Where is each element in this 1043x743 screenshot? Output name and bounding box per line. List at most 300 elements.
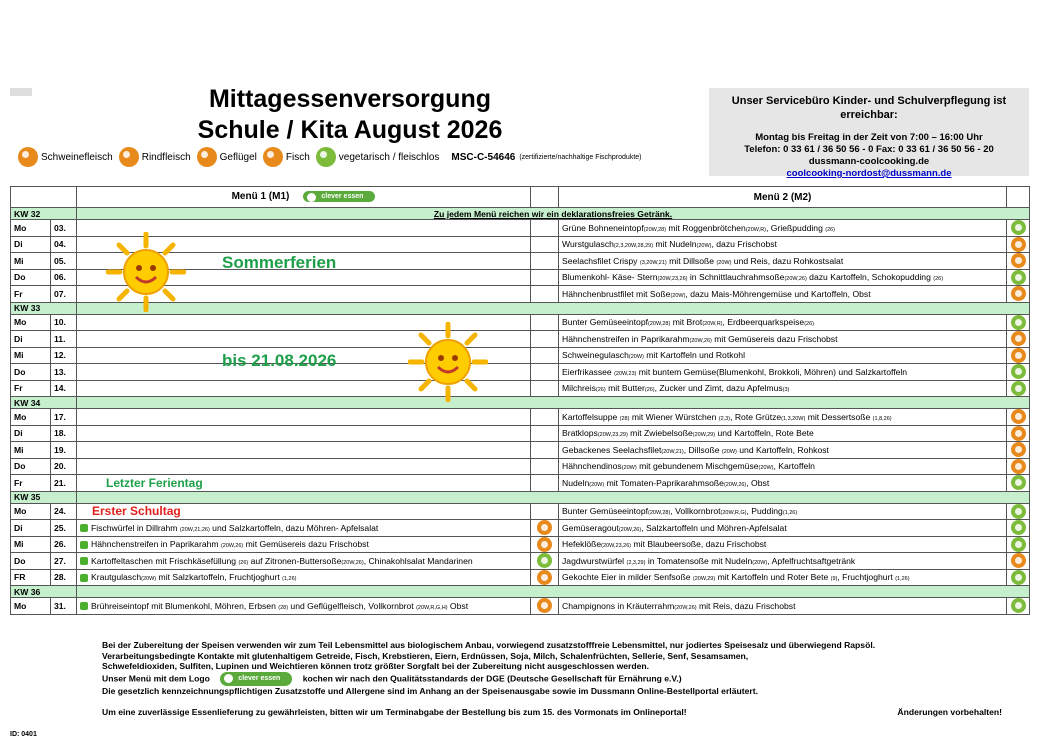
menu2-cell [559, 314, 1007, 331]
text: mit Roggenbrötchen [666, 222, 746, 233]
menu1-icon-cell [531, 331, 559, 348]
text: , Zucker und Zimt, dazu Apfelmus [654, 383, 783, 394]
text: (20W,23,29) [597, 432, 628, 439]
letzter-ferientag: Letzter Ferientag [106, 475, 203, 490]
menu2-icon-cell [1007, 598, 1030, 615]
menu2-cell [559, 536, 1007, 553]
text: Schweinegulasch [562, 350, 629, 361]
day-cell: Mo [11, 503, 51, 520]
text: in Schnittlauchrahmsoße [687, 272, 785, 283]
text: , Grießpudding [766, 222, 826, 233]
menu2-icon-cell [1007, 236, 1030, 253]
text: (20W,23,26) [657, 276, 688, 283]
menu2-cell [559, 236, 1007, 253]
menu2-icon-cell [1007, 553, 1030, 570]
text: (20W,28) [643, 226, 667, 233]
service-hours: Montag bis Freitag in der Zeit von 7:00 – 16:00 Uhr [755, 132, 983, 143]
table-row [11, 503, 1030, 520]
table-row [11, 553, 1030, 570]
text: Kartoffeltaschen mit Frischkäsefüllung [91, 555, 239, 566]
text: Bunter Gemüseeintopf [562, 506, 648, 517]
text: (20W) [141, 576, 157, 583]
text: mit buntem Gemüse(Blumenkohl, Brokkoli, Möhren) und Salzkartoffeln [636, 366, 908, 377]
vegetarian-icon [1011, 537, 1026, 552]
meat-icon [537, 537, 552, 552]
text: , Salzkartoffeln und Möhren-Apfelsalat [641, 522, 787, 533]
text: (26) [595, 387, 606, 394]
ferien-end-label: bis 21.08.2026 [222, 351, 337, 370]
thumbs-up-icon [80, 602, 88, 610]
vegetarian-icon [1011, 520, 1026, 535]
service-phone: Telefon: 0 33 61 / 36 50 56 - 0 Fax: 0 33 61 / 36 50 56 - 20 [744, 144, 994, 155]
day-cell: Mi [11, 536, 51, 553]
menu2-cell [559, 347, 1007, 364]
text: (20W,R,G,H) [416, 604, 448, 611]
date-cell: 31. [51, 598, 77, 615]
poultry-icon [197, 147, 217, 167]
text: (2,3) [718, 415, 731, 422]
grey-tab [10, 88, 32, 96]
date-cell: 03. [51, 220, 77, 237]
footer [102, 640, 1002, 718]
text: , Erdbeerquarkspeise [722, 317, 805, 328]
text: dazu Kartoffeln, Schokopudding [806, 272, 934, 283]
text: Bratklops [562, 428, 598, 439]
menu2-cell [559, 503, 1007, 520]
text: (9) [830, 576, 838, 583]
menu1-cell [77, 475, 531, 492]
vegetarian-icon [1011, 504, 1026, 519]
footer-line: Um eine zuverlässige Essenlieferung zu gewährleisten, bitten wir um Terminabgabe der Bestellung bis zum 15. des Vormonats im Onlineportal! Änderungen vorbehalten! [102, 706, 1002, 717]
text: Seelachsfilet Crispy [562, 255, 640, 266]
meat-icon [1011, 553, 1026, 568]
menu2-cell [559, 220, 1007, 237]
menu2-cell [559, 269, 1007, 286]
text: , Obst [746, 477, 770, 488]
menu2-icon-cell [1007, 520, 1030, 537]
menu1-icon-cell [531, 503, 559, 520]
menu2-header [559, 187, 1007, 208]
menu2-icon-cell [1007, 409, 1030, 426]
text: auf Zitronen-Buttersoße [248, 555, 342, 566]
kw-label: KW 32 [11, 208, 77, 220]
text: Bunter Gemüseeintopf [562, 317, 648, 328]
text: mit Zwiebelsoße [627, 428, 693, 439]
text: , Rote Grütze [730, 411, 782, 422]
table-row [11, 569, 1030, 586]
meat-icon [537, 570, 552, 585]
day-cell: Do [11, 269, 51, 286]
menu1-cell [77, 598, 531, 615]
thumbs-up-icon [80, 524, 88, 532]
kw-label: KW 34 [11, 397, 77, 409]
date-cell: 24. [51, 503, 77, 520]
menu1-cell [77, 520, 531, 537]
text: , Fruchtjoghurt [837, 572, 896, 583]
text: und Kartoffeln, Rohkost [736, 444, 829, 455]
menu2-icon-cell [1007, 364, 1030, 381]
erster-schultag: Erster Schultag [92, 504, 181, 519]
menu1-icon-cell [531, 236, 559, 253]
day-cell: Mo [11, 598, 51, 615]
text: (20W,26) [220, 543, 244, 550]
text: Grüne Bohneneintopf [562, 222, 644, 233]
vegetarian-icon [1011, 364, 1026, 379]
text: (26) [825, 226, 836, 233]
text: mit Nudeln [653, 239, 697, 250]
text: mit Tomaten-Paprikarahmsoße [604, 477, 724, 488]
day-cell: Di [11, 520, 51, 537]
menu1-cell [77, 553, 531, 570]
text: mit gebundenem Mischgemüse [636, 461, 759, 472]
date-cell: 20. [51, 458, 77, 475]
menu1-header [77, 187, 531, 208]
table-row [11, 520, 1030, 537]
menu1-cell [77, 458, 531, 475]
msc-note: (zertifizierte/nachhaltige Fischprodukte) [519, 153, 642, 161]
day-cell: Di [11, 425, 51, 442]
menu2-icon-cell [1007, 347, 1030, 364]
clever-essen-logo: clever essen [220, 672, 292, 687]
vegetarian-icon [1011, 220, 1026, 235]
kw-note [77, 586, 1030, 598]
service-heading: Unser Servicebüro Kinder- und Schulverpflegung ist erreichbar: [731, 95, 1007, 121]
text: (20W) [716, 259, 732, 266]
day-cell: Do [11, 458, 51, 475]
text: (20W,26) [723, 481, 747, 488]
menu2-icon-cell [1007, 503, 1030, 520]
day-cell: Mo [11, 409, 51, 426]
text: und Reis, dazu Rohkostsalat [731, 255, 844, 266]
menu2-icon-cell [1007, 286, 1030, 303]
date-cell: 06. [51, 269, 77, 286]
text: (3,20W,21) [639, 259, 667, 266]
menu2-cell [559, 425, 1007, 442]
text: (1,3,20W) [781, 415, 806, 422]
text: (28) [278, 604, 289, 611]
footer-line: Bei der Zubereitung der Speisen verwenden wir zum Teil Lebensmittel aus biologischem Anbau, vorwiegend zusatzstofffreie Lebensmittel, nur jodiertes Speisesalz und überwiegend Rapsöl. [102, 640, 876, 650]
menu2-cell [559, 442, 1007, 459]
day-cell: Mi [11, 253, 51, 270]
menu2-cell [559, 458, 1007, 475]
menu2-icon-cell [1007, 425, 1030, 442]
meat-icon [1011, 286, 1026, 301]
text: (1,8,26) [872, 415, 892, 422]
text: Gebackenes Seelachsfilet [562, 444, 662, 455]
menu2-cell [559, 409, 1007, 426]
table-row [11, 598, 1030, 615]
text: (20W,23) [614, 370, 637, 377]
vegetarian-icon [537, 553, 552, 568]
text: Wurstgulasch [562, 239, 614, 250]
text: (3) [782, 387, 790, 394]
thumbs-up-icon [80, 574, 88, 582]
text: Champignons in Kräuterrahm [562, 600, 675, 611]
text: (1,26) [782, 510, 798, 517]
text: (20W) [628, 354, 644, 361]
menu2-icon-cell [1007, 536, 1030, 553]
date-cell: 25. [51, 520, 77, 537]
text: (20W,R) [745, 226, 766, 233]
header-icon2 [1007, 187, 1030, 208]
menu1-icon-cell [531, 442, 559, 459]
menu1-icon-cell [531, 253, 559, 270]
text: Eierfrikassee [562, 366, 615, 377]
menu2-cell [559, 553, 1007, 570]
menu2-icon-cell [1007, 253, 1030, 270]
sun-icon [408, 322, 488, 402]
text: , Pudding [746, 506, 783, 517]
footer-line: Verarbeitungsbedingte Kontakte mit glutenhaltigem Getreide, Fisch, Krebstieren, Eiern, Erdnüssen, Soja, Milch, Schalenfrüchten, Sellerie, Senf, Sesamsamen, [102, 650, 749, 661]
text: mit Reis, dazu Frischobst [696, 600, 796, 611]
vegetarian-icon [1011, 570, 1026, 585]
menu2-cell [559, 331, 1007, 348]
thumbs-up-icon [80, 541, 88, 549]
legend-beef: Rindfleisch [119, 147, 191, 167]
text: (26) [933, 276, 944, 283]
menu1-icon-cell [531, 347, 559, 364]
day-cell: Fr [11, 286, 51, 303]
text: Hähnchenbrustfilet mit Soße [562, 288, 671, 299]
service-web: dussmann-coolcooking.de [808, 156, 930, 167]
table-row [11, 314, 1030, 331]
document-id: ID: 0401 [10, 731, 37, 738]
date-cell: 27. [51, 553, 77, 570]
meat-icon [1011, 442, 1026, 457]
menu1-cell [77, 409, 531, 426]
menu1-icon-cell [531, 269, 559, 286]
text: Hähnchenstreifen in Paprikarahm [91, 539, 221, 550]
kw-note [77, 397, 1030, 409]
text: Brühreiseintopf mit Blumenkohl, Möhren, Erbsen [91, 600, 279, 611]
text: (20W,R) [702, 321, 723, 328]
header-icon1 [531, 187, 559, 208]
table-row [11, 331, 1030, 348]
text: , Kartoffeln [773, 461, 815, 472]
menu2-icon-cell [1007, 269, 1030, 286]
day-cell: Di [11, 331, 51, 348]
text: (20W,R,G) [720, 510, 747, 517]
meat-icon [1011, 426, 1026, 441]
text: (20W) [670, 292, 686, 299]
table-row [11, 380, 1030, 397]
text: , Vollkornbrot [670, 506, 721, 517]
meat-icon [1011, 459, 1026, 474]
date-cell: 28. [51, 569, 77, 586]
menu1-icon-cell [531, 220, 559, 237]
text: , dazu Mais-Möhrengemüse und Kartoffeln, Obst [685, 288, 871, 299]
text: Hähnchenstreifen in Paprikarahm [562, 333, 690, 344]
kw-label: KW 35 [11, 491, 77, 503]
menu1-icon-cell [531, 536, 559, 553]
text: (2,3,29) [626, 559, 646, 566]
footer-line: Die gesetzlich kennzeichnungspflichtigen Zusatzstoffe und Allergene sind im Anhang an der Speisenausgabe sowie im Dussmann Online-Bestellportal erläutert. [102, 686, 758, 697]
clever-essen-logo: clever essen [303, 191, 375, 202]
text: (20W) [752, 559, 768, 566]
text: Blumenkohl- Käse- Stern [562, 272, 658, 283]
text: Gekochte Eier in milder Senfsoße [562, 572, 693, 583]
text: (1,26) [282, 576, 297, 583]
menu2-icon-cell [1007, 220, 1030, 237]
menu2-icon-cell [1007, 569, 1030, 586]
date-cell: 10. [51, 314, 77, 331]
text: Fischwürfel in Dillrahm [91, 522, 180, 533]
text: (20W,26) [674, 604, 697, 611]
text: (20W,29) [692, 432, 716, 439]
date-cell: 17. [51, 409, 77, 426]
text: Nudeln [562, 477, 590, 488]
text: Hefeklöße [562, 539, 602, 550]
text: und Salzkartoffeln, dazu Möhren- Apfelsalat [209, 522, 379, 533]
vegetarian-icon [316, 147, 336, 167]
date-cell: 18. [51, 425, 77, 442]
kw-row [11, 397, 1030, 409]
menu2-cell [559, 253, 1007, 270]
table-row [11, 458, 1030, 475]
menu1-cell [77, 536, 531, 553]
day-cell: Do [11, 364, 51, 381]
sommerferien-label: Sommerferien [222, 253, 337, 272]
day-cell: Di [11, 236, 51, 253]
menu1-icon-cell [531, 425, 559, 442]
kw-row [11, 208, 1030, 220]
text: , Dillsoße [683, 444, 722, 455]
kw-note: Zu jedem Menü reichen wir ein deklarationsfreies Getränk. [77, 208, 1030, 220]
menu2-cell [559, 598, 1007, 615]
menu2-icon-cell [1007, 458, 1030, 475]
legend-poultry: Geflügel [197, 147, 257, 167]
service-email[interactable]: coolcooking-nordost@dussmann.de [786, 168, 952, 179]
menu1-cell [77, 442, 531, 459]
text: Menü 2 (M2) [753, 191, 812, 203]
page-title-line1: Mittagessenversorgung [208, 85, 491, 113]
text: Milchreis [562, 383, 596, 394]
text: (20W) [721, 448, 737, 455]
text: Krautgulasch [91, 572, 142, 583]
date-cell: 14. [51, 380, 77, 397]
date-cell: 11. [51, 331, 77, 348]
date-cell: 19. [51, 442, 77, 459]
text: (28) [619, 415, 630, 422]
menu1-icon-cell [531, 364, 559, 381]
meat-icon [1011, 348, 1026, 363]
vegetarian-icon [1011, 598, 1026, 613]
table-row [11, 409, 1030, 426]
text: mit Wiener Würstchen [629, 411, 719, 422]
beef-icon [119, 147, 139, 167]
text: mit Brot [670, 317, 703, 328]
menu1-icon-cell [531, 314, 559, 331]
text: (20W,26) [784, 276, 807, 283]
date-cell: 07. [51, 286, 77, 303]
text: mit Gemüsereis dazu Frischobst [243, 539, 369, 550]
menu2-cell [559, 364, 1007, 381]
text: (2,3,20W,28,29) [613, 243, 654, 250]
table-row [11, 425, 1030, 442]
text: (20W,23,26) [601, 543, 632, 550]
menu2-cell [559, 569, 1007, 586]
vegetarian-icon [1011, 270, 1026, 285]
menu1-cell [77, 569, 531, 586]
menu1-icon-cell [531, 380, 559, 397]
text: in Tomatensoße mit Nudeln [645, 555, 753, 566]
kw-row [11, 491, 1030, 503]
text: Menü 1 (M1) [231, 191, 290, 203]
menu2-icon-cell [1007, 475, 1030, 492]
text: und Geflügelfleisch, Vollkornbrot [288, 600, 417, 611]
menu1-icon-cell [531, 598, 559, 615]
text: (20W) [621, 465, 637, 472]
date-cell: 05. [51, 253, 77, 270]
sun-icon [106, 232, 186, 312]
day-cell: Mo [11, 220, 51, 237]
text: (26) [644, 387, 655, 394]
date-cell: 12. [51, 347, 77, 364]
fish-icon [263, 147, 283, 167]
date-cell: 26. [51, 536, 77, 553]
vegetarian-icon [1011, 475, 1026, 490]
text: , dazu Frischobst [711, 239, 777, 250]
footer-line: Schwefeldioxiden, Sulfiten, Lupinen und Weichtieren können trotz größter Sorgfalt bei der Zubereitung nicht ausgeschlossen werden. [102, 661, 650, 672]
meat-icon [537, 520, 552, 535]
text: mit Dessertsoße [805, 411, 873, 422]
day-cell: Mi [11, 347, 51, 364]
legend [18, 146, 708, 168]
legend-fish: Fisch [263, 147, 310, 167]
table-row [11, 442, 1030, 459]
day-cell: Mi [11, 442, 51, 459]
day-cell: Mo [11, 314, 51, 331]
table-row [11, 347, 1030, 364]
table-row [11, 475, 1030, 492]
meat-icon [537, 598, 552, 613]
text: mit Salzkartoffeln, Fruchtjoghurt [156, 572, 283, 583]
text: mit Blaubeersoße, dazu Frischobst [631, 539, 767, 550]
menu2-cell [559, 286, 1007, 303]
text: mit Butter [605, 383, 645, 394]
menu2-cell [559, 475, 1007, 492]
text: (1,26) [895, 576, 910, 583]
meat-icon [1011, 331, 1026, 346]
text: (20W,26) [618, 526, 642, 533]
legend-vegetarian: vegetarisch / fleischlos [316, 147, 440, 167]
text: (20W) [589, 481, 605, 488]
text: (26) [238, 559, 249, 566]
kw-note [77, 491, 1030, 503]
meat-icon [1011, 409, 1026, 424]
menu1-cell [77, 425, 531, 442]
day-cell: Fr [11, 475, 51, 492]
date-cell: 13. [51, 364, 77, 381]
kw-label: KW 33 [11, 302, 77, 314]
day-cell: FR [11, 569, 51, 586]
meat-icon [1011, 253, 1026, 268]
msc-code: MSC-C-54646 [451, 151, 516, 163]
legend-pork: Schweinefleisch [18, 147, 113, 167]
header-day [11, 187, 77, 208]
text: Obst [447, 600, 469, 611]
menu1-cell [77, 503, 531, 520]
text: Hähnchendinos [562, 461, 622, 472]
menu1-icon-cell [531, 475, 559, 492]
text: Kartoffelsuppe [562, 411, 620, 422]
menu1-icon-cell [531, 409, 559, 426]
text: , Chinakohlsalat Mandarinen [363, 555, 473, 566]
menu2-icon-cell [1007, 314, 1030, 331]
kw-label: KW 36 [11, 586, 77, 598]
vegetarian-icon [1011, 315, 1026, 330]
text: (20W,29) [692, 576, 716, 583]
